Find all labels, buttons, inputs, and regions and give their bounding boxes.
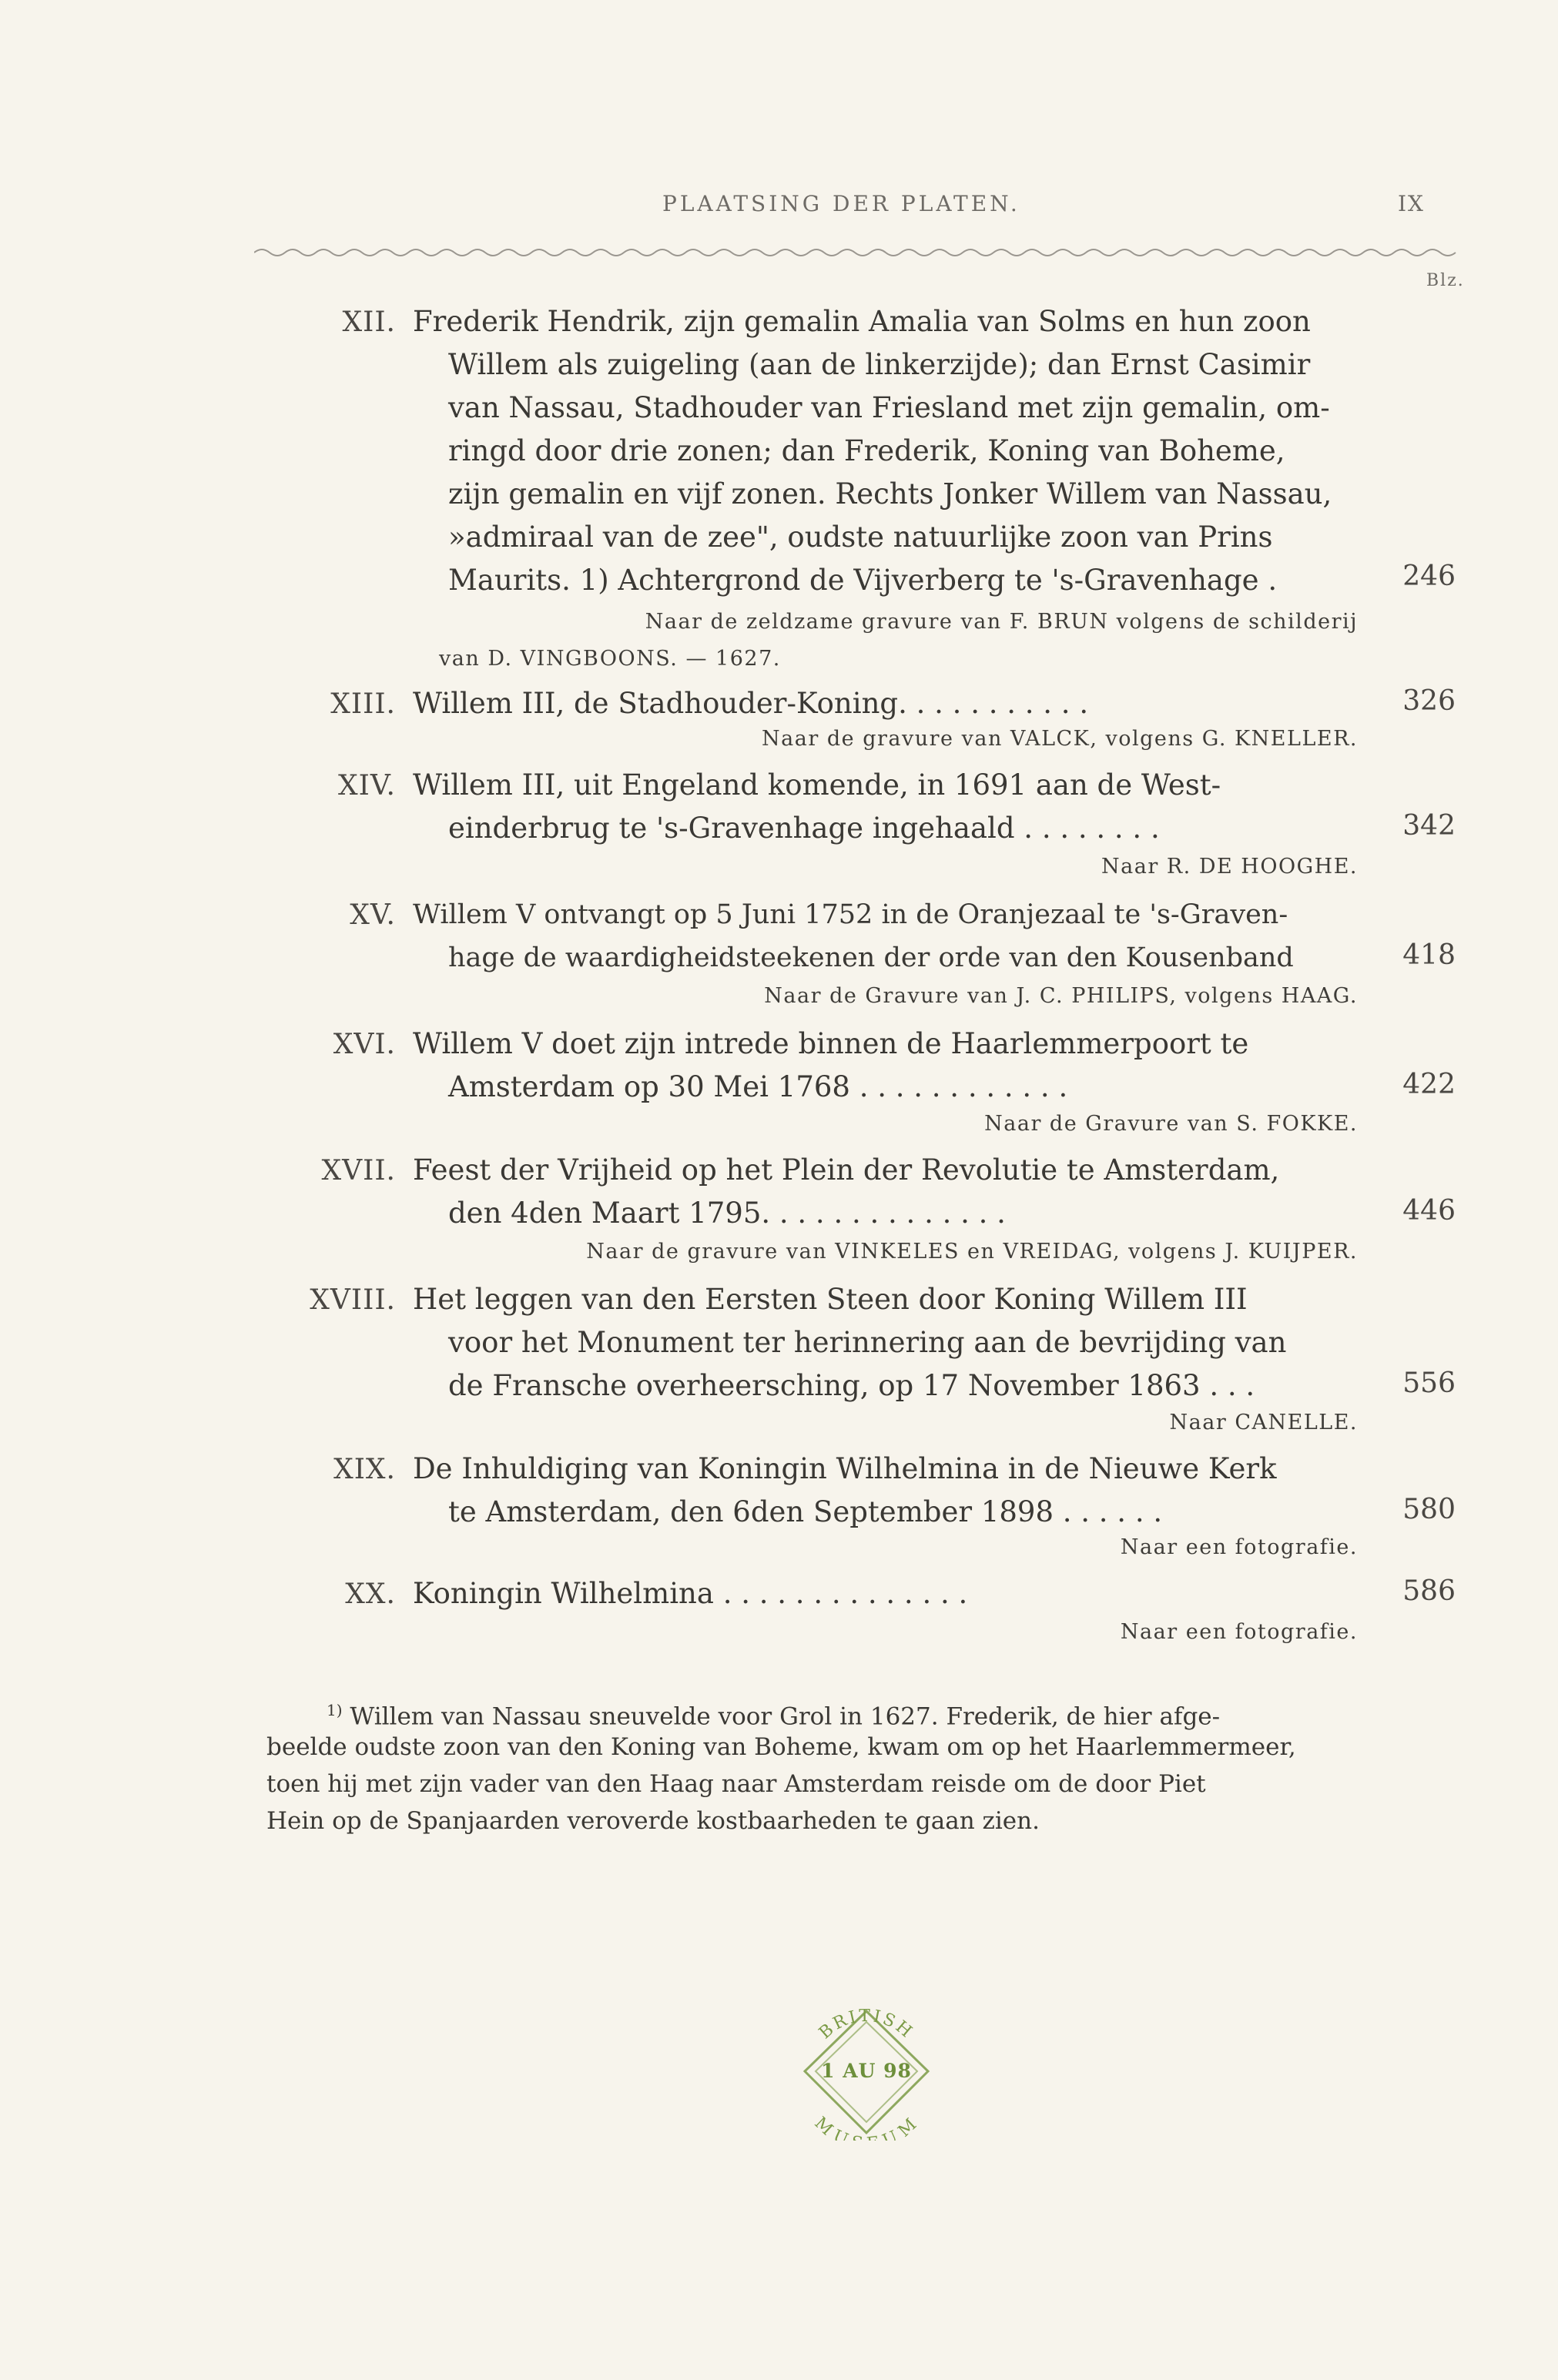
plate-description-line: den 4den Maart 1795. . . . . . . . . . . . . . <box>448 1197 1006 1230</box>
footnote <box>266 1692 1457 1839</box>
plate-description-line: Feest der Vrijheid op het Plein der Revolutie te Amsterdam, <box>413 1153 1280 1187</box>
running-head <box>300 191 1425 225</box>
plate-page-number: 422 <box>1402 1069 1456 1100</box>
plate-page-number: 580 <box>1402 1494 1456 1525</box>
plate-numeral: XVII. <box>321 1155 396 1187</box>
page-number: IX <box>1398 191 1425 216</box>
plate-numeral: XVI. <box>333 1029 396 1060</box>
plate-description <box>413 1149 1345 1235</box>
plate-numeral: XVIII. <box>310 1284 396 1316</box>
plate-description-line: van Nassau, Stadhouder van Friesland met zijn gemalin, om- <box>448 391 1330 424</box>
plate-description <box>413 1023 1345 1109</box>
svg-text:BRITISH <box>816 2007 917 2043</box>
plate-description-line: Willem V doet zijn intrede binnen de Haarlemmerpoort te <box>413 1027 1249 1060</box>
plate-source: Naar R. DE HOOGHE. <box>1101 855 1358 879</box>
wavy-rule-divider <box>254 245 1463 260</box>
plate-description-line: Frederik Hendrik, zijn gemalin Amalia van Solms en hun zoon <box>413 305 1311 338</box>
plate-page-number: 446 <box>1402 1195 1456 1227</box>
plate-description-line: Het leggen van den Eersten Steen door Koning Willem III <box>413 1283 1248 1316</box>
plate-numeral: XV. <box>350 899 396 931</box>
plate-source: Naar de Gravure van S. FOKKE. <box>984 1112 1358 1136</box>
plate-source: Naar de gravure van VINKELES en VREIDAG, volgens J. KUIJPER. <box>586 1240 1358 1264</box>
plate-description-line: Willem III, de Stadhouder-Koning. . . . . . . . . . . <box>413 687 1089 720</box>
footnote-line <box>266 1692 1457 1729</box>
stamp-bottom-text: MU UM <box>810 2113 923 2141</box>
plate-description <box>413 1572 1345 1615</box>
plate-source: Naar de Gravure van J. C. PHILIPS, volgens HAAG. <box>764 984 1358 1008</box>
plate-description-line: Koningin Wilhelmina . . . . . . . . . . . . . . <box>413 1577 968 1610</box>
plate-description-line: ringd door drie zonen; dan Frederik, Koning van Boheme, <box>448 434 1285 467</box>
plate-description-line: Amsterdam op 30 Mei 1768 . . . . . . . . . . . . <box>448 1070 1068 1103</box>
library-stamp <box>789 2002 943 2141</box>
plate-description-line: Willem als zuigeling (aan de linkerzijde); dan Ernst Casimir <box>448 348 1311 381</box>
plate-source: Naar de zeldzame gravure van F. BRUN volgens de schilderij <box>645 610 1358 634</box>
plate-description <box>413 893 1345 979</box>
footnote-line: Hein op de Spanjaarden veroverde kostbaarheden te gaan zien. <box>266 1807 1040 1835</box>
plate-numeral: XII. <box>342 306 396 338</box>
plate-page-number: 556 <box>1402 1367 1456 1399</box>
plate-numeral: XIV. <box>338 770 396 802</box>
plate-description-line: zijn gemalin en vijf zonen. Rechts Jonker Willem van Nassau, <box>448 477 1332 510</box>
plate-description-line: de Fransche overheersching, op 17 November 1863 . . . <box>448 1369 1255 1402</box>
plate-source: Naar de gravure van VALCK, volgens G. KNELLER. <box>762 727 1358 751</box>
footnote-line: toen hij met zijn vader van den Haag naar Amsterdam reisde om de door Piet <box>266 1770 1206 1798</box>
plate-description-line: einderbrug te 's-Gravenhage ingehaald . . . . . . . . <box>448 812 1160 845</box>
plate-description-line: Willem III, uit Engeland komende, in 1691 aan de West- <box>413 768 1221 802</box>
plate-source: Naar een fotografie. <box>1120 1620 1358 1644</box>
page-column-label: Blz. <box>1426 271 1465 290</box>
svg-text:MUSEUM <box>811 2114 923 2141</box>
plate-description-line: »admiraal van de zee", oudste natuurlijke zoon van Prins <box>448 521 1273 554</box>
plate-source: van D. VINGBOONS. — 1627. <box>439 647 781 671</box>
plate-numeral: XIII. <box>330 688 396 720</box>
plate-numeral: XIX. <box>333 1454 396 1485</box>
plate-page-number: 246 <box>1402 561 1456 592</box>
plate-description-line: te Amsterdam, den 6den September 1898 . . . . . . <box>448 1495 1163 1528</box>
running-head-title: PLAATSING DER PLATEN. <box>662 191 1020 216</box>
plate-description <box>413 300 1345 602</box>
plate-description-line: Willem V ontvangt op 5 Juni 1752 in de Oranjezaal te 's-Graven- <box>413 899 1288 930</box>
plate-description-line: Maurits. 1) Achtergrond de Vijverberg te 's-Gravenhage . <box>448 564 1278 597</box>
plate-description-line: voor het Monument ter herinnering aan de bevrijding van <box>448 1326 1287 1359</box>
plate-page-number: 326 <box>1402 685 1456 717</box>
footnote-marker: 1) <box>327 1701 343 1719</box>
plate-page-number: 586 <box>1402 1575 1456 1607</box>
footnote-text: Willem van Nassau sneuvelde voor Grol in 1627. Frederik, de hier afge- <box>350 1702 1221 1731</box>
plate-page-number: 418 <box>1402 939 1456 971</box>
plate-numeral: XX. <box>345 1578 396 1610</box>
plate-description-line: hage de waardigheidsteekenen der orde van den Kousenband <box>448 942 1294 973</box>
plate-description <box>413 1448 1345 1534</box>
plate-source: Naar CANELLE. <box>1169 1411 1358 1434</box>
plate-description <box>413 1278 1345 1408</box>
plate-description-line: De Inhuldiging van Koningin Wilhelmina in de Nieuwe Kerk <box>413 1452 1277 1485</box>
footnote-line: beelde oudste zoon van den Koning van Boheme, kwam om op het Haarlemmermeer, <box>266 1733 1296 1761</box>
stamp-top-text: BRITISH <box>815 2006 917 2044</box>
plate-description <box>413 764 1345 850</box>
plate-source: Naar een fotografie. <box>1120 1535 1358 1559</box>
plate-page-number: 342 <box>1402 810 1456 842</box>
stamp-date: 1 AU 98 <box>821 2060 912 2082</box>
plate-description <box>413 682 1345 725</box>
